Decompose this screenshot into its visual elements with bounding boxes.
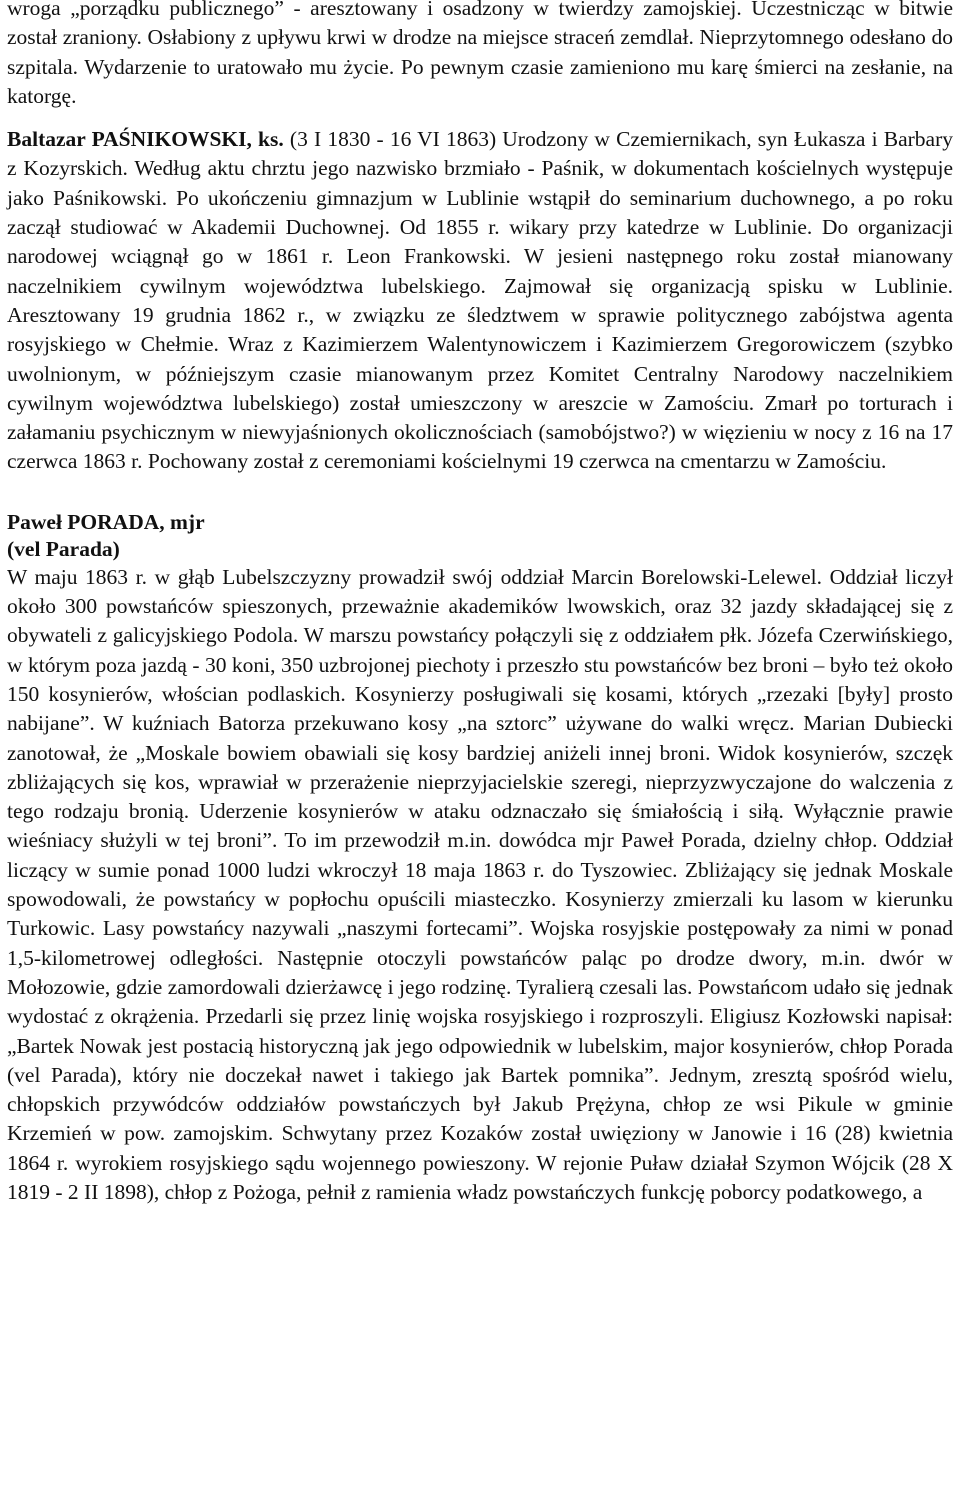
section-gap xyxy=(7,477,953,509)
document-page xyxy=(7,0,953,1207)
entry-heading-porada: Paweł PORADA, mjr xyxy=(7,509,205,534)
section-gap xyxy=(7,111,953,125)
intro-paragraph: wroga „porządku publicznego” - aresztowany i osadzony w twierdzy zamojskiej. Uczestnicząc w bitwie został zraniony. Osłabiony z upływu krwi w drodze na miejsce straceń zemdlał. Nieprzytomnego odesłano do szpitala. Wydarzenie to uratowało mu życie. Po pewnym czasie zamieniono mu karę śmierci na zesłanie, na katorgę. xyxy=(7,0,953,108)
entry-body-pasnikowski: (3 I 1830 - 16 VI 1863) Urodzony w Czemiernikach, syn Łukasza i Barbary z Kozyrskich. Według aktu chrztu jego nazwisko brzmiało - Paśnik, w dokumentach kościelnych występuje jako Paśnikowski. Po ukończeniu gimnazjum w Lublinie wstąpił do seminarium duchownego, a po roku zaczął studiować w Akademii Duchownej. Od 1855 r. wikary przy katedrze w Lublinie. Do organizacji narodowej wciągnął go w 1861 r. Leon Frankowski. W jesieni następnego roku został mianowany naczelnikiem cywilnym województwa lubelskiego. Zajmował się organizacją spisku w Lublinie. Aresztowany 19 grudnia 1862 r., w związku ze śledztwem w sprawie politycznego zabójstwa agenta rosyjskiego w Chełmie. Wraz z Kazimierzem Walentynowiczem i Kazimierzem Gregorowiczem (szybko uwolnionym, w późniejszym czasie mianowanym przez Komitet Centralny Narodowy naczelnikiem cywilnym województwa lubelskiego) został umieszczony w areszcie w Zamościu. Zmarł po torturach i załamaniu psychicznym w niewyjaśnionych okolicznościach (samobójstwo?) w więzieniu w nocy z 16 na 17 czerwca 1863 r. Pochowany został z ceremoniami kościelnymi 19 czerwca na cmentarzu w Zamościu. xyxy=(7,127,954,474)
entry-pasnikowski xyxy=(7,125,953,477)
entry-heading-pasnikowski: Baltazar PAŚNIKOWSKI, ks. xyxy=(7,127,284,152)
entry-body-porada: W maju 1863 r. w głąb Lubelszczyzny prowadził swój oddział Marcin Borelowski-Lelewel. Oddział liczył około 300 powstańców spieszonych, przeważnie akademików lwowskich, oraz 32 jazdy składającej się z obywateli z galicyjskiego Podola. W marszu powstańcy połączyli się z oddziałem płk. Józefa Czerwińskiego, w którym poza jazdą - 30 koni, 350 uzbrojonej piechoty i przeszło stu powstańców bez broni – było też około 150 kosynierów, włościan podlaskich. Kosynierzy posługiwali się kosami, których „rzezaki [były] prosto nabijane”. W kuźniach Batorza przekuwano kosy „na sztorc” używane do walki wręcz. Marian Dubiecki zanotował, że „Moskale bowiem obawiali się kosy bardziej aniżeli innej broni. Widok kosynierów, szczęk zbliżających się kos, wprawiał w przerażenie nieprzyjacielskie szeregi, nieprzyzwyczajone do walczenia z tego rodzaju bronią. Uderzenie kosynierów w ataku odznaczało się śmiałością i siłą. Wyłącznie prawie wieśniacy służyli w tej broni”. To im przewodził m.in. dowódca mjr Paweł Porada, dzielny chłop. Oddział liczący w sumie ponad 1000 ludzi wkroczył 18 maja 1863 r. do Tyszowiec. Zbliżający się jednak Moskale spowodowali, że powstańcy w popłochu opuścili miasteczko. Kosynierzy zmierzali ku lasom w kierunku Turkowic. Lasy powstańcy nazywali „naszymi fortecami”. Wojska rosyjskie postępowały za nimi w ponad 1,5-kilometrowej odległości. Następnie otoczyli powstańców paląc po drodze dwory, m.in. dwór w Mołozowie, gdzie zamordowali dzierżawcę i jego rodzinę. Tyralierą czesali las. Powstańcom udało się jednak wydostać z okrążenia. Przedarli się przez linię wojska rosyjskiego i rozproszyli. Eligiusz Kozłowski napisał: „Bartek Nowak jest postacią historyczną jak jego odpowiednik w lubelskim, major kosynierów, chłop Porada (vel Parada), który nie doczekał nawet i takiego jak Bartek pomnika”. Jednym, zresztą spośród wielu, chłopskich przywódców oddziałów powstańczych był Jakub Prężyna, chłop ze wsi Pikule w gminie Krzemień w pow. zamojskim. Schwytany przez Kozaków został uwięziony w Janowie i 16 (28) kwietnia 1864 r. wyrokiem rosyjskiego sądu wojennego powieszony. W rejonie Puław działał Szymon Wójcik (28 X 1819 - 2 II 1898), chłop z Pożoga, pełnił z ramienia władz powstańczych funkcję poborcy podatkowego, a xyxy=(7,564,953,1204)
entry-heading-porada-alias: (vel Parada) xyxy=(7,536,120,561)
